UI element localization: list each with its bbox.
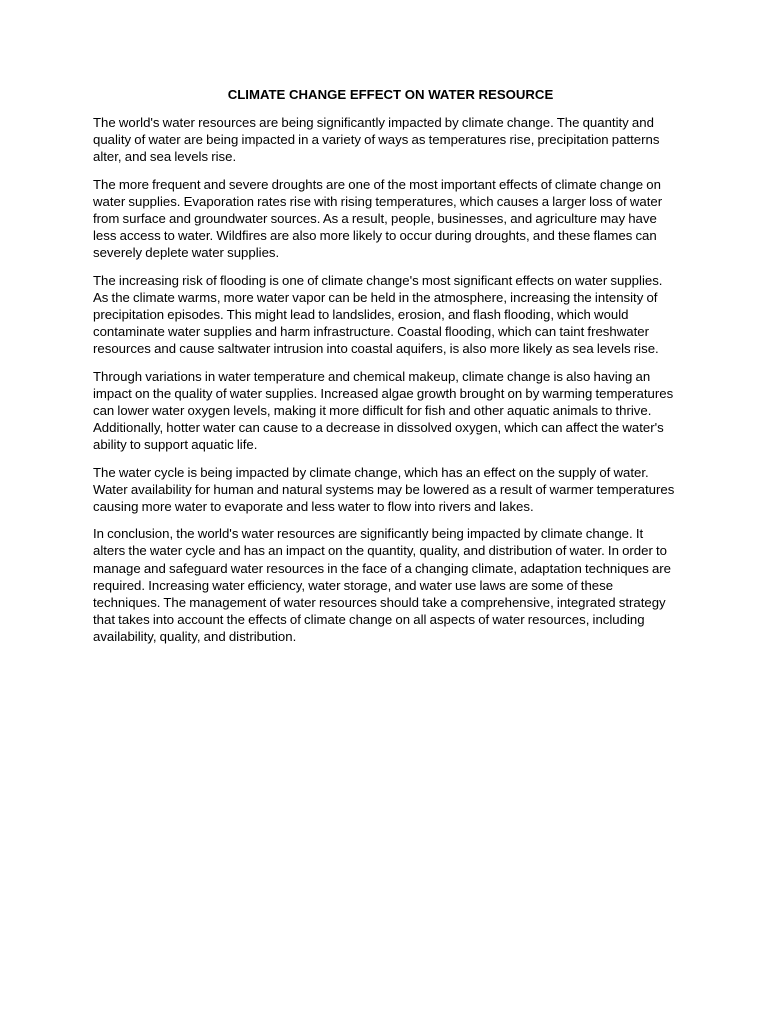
paragraph-droughts: The more frequent and severe droughts are one of the most important effects of climate change on water supplies. Evaporation rates rise with rising temperatures, which causes a larger loss of water from surface and groundwater sources. As a result, people, businesses, and agriculture may have less access to water. Wildfires are also more likely to occur during droughts, and these flames can severely deplete water supplies. xyxy=(93,176,663,261)
document-title: CLIMATE CHANGE EFFECT ON WATER RESOURCE xyxy=(227,87,554,102)
paragraph-flooding: The increasing risk of flooding is one of climate change's most significant effects on water supplies. As the climate warms, more water vapor can be held in the atmosphere, increasing the intensity of precipitation episodes. This might lead to landslides, erosion, and flash flooding, which would contaminate water supplies and harm infrastructure. Coastal flooding, which can taint freshwater resources and cause saltwater intrusion into coastal aquifers, is also more likely as sea levels rise. xyxy=(93,272,663,357)
paragraph-conclusion: In conclusion, the world's water resources are significantly being impacted by climate change. It alters the water cycle and has an impact on the quantity, quality, and distribution of water. In order to manage and safeguard water resources in the face of a changing climate, adaptation techniques are required. Increasing water efficiency, water storage, and water use laws are some of these techniques. The management of water resources should take a comprehensive, integrated strategy that takes into account the effects of climate change on all aspects of water resources, including availability, quality, and distribution. xyxy=(93,526,672,645)
paragraph-water-quality: Through variations in water temperature and chemical makeup, climate change is also having an impact on the quality of water supplies. Increased algae growth brought on by warming temperatures can lower water oxygen levels, making it more difficult for fish and other aquatic animals to thrive. Additionally, hotter water can cause to a decrease in dissolved oxygen, which can affect the water's ability to support aquatic life. xyxy=(93,368,674,453)
paragraph-water-cycle: The water cycle is being impacted by climate change, which has an effect on the supply of water. Water availability for human and natural systems may be lowered as a result of warmer temperatures causing more water to evaporate and less water to flow into rivers and lakes. xyxy=(93,464,675,515)
paragraph-intro: The world's water resources are being significantly impacted by climate change. The quantity and quality of water are being impacted in a variety of ways as temperatures rise, precipitation patterns alter, and sea levels rise. xyxy=(93,115,660,165)
